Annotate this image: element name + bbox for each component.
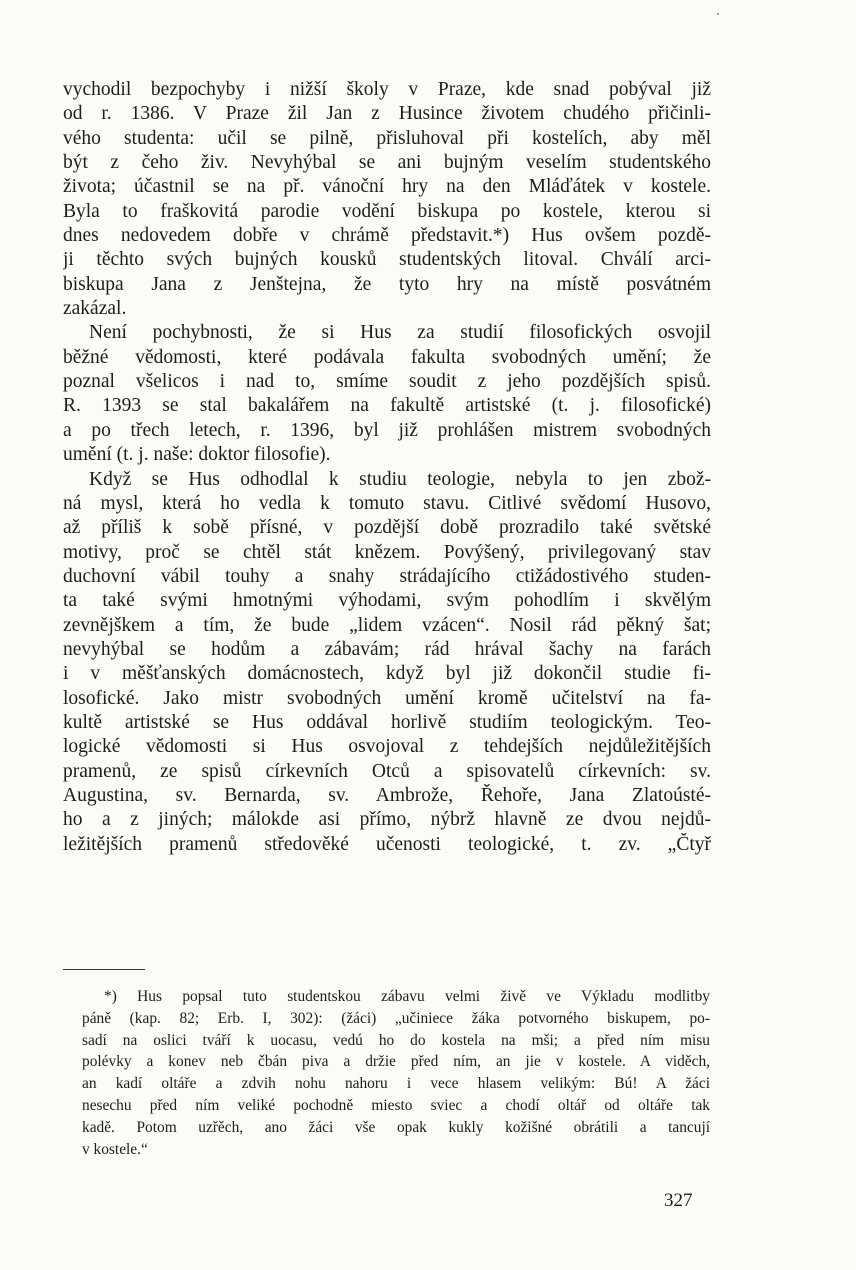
text-line: i v měšťanských domácnostech, když byl již dokončil studie fi- [63, 663, 711, 685]
text-line: vého studenta: učil se pilně, přisluhoval při kostelích, aby měl [63, 127, 711, 149]
text-line: vychodil bezpochyby i nižší školy v Praze, kde snad pobýval již [63, 79, 711, 100]
text-line: běžné vědomosti, které podávala fakulta svobodných umění; že [63, 346, 711, 368]
footnote-line: kadě. Potom uzřěch, ano žáci vše opak kukly kožišné obrátili a tancují [82, 1118, 710, 1136]
text-line: Augustina, sv. Bernarda, sv. Ambrože, Řehoře, Jana Zlatoústé- [63, 784, 711, 806]
text-line: ho a z jiných; málokde asi přímo, nýbrž hlavně ze dvou nejdů- [63, 809, 711, 831]
text-line: od r. 1386. V Praze žil Jan z Husince životem chudého přičinli- [63, 103, 711, 125]
text-line: biskupa Jana z Jenštejna, že tyto hry na místě posvátném [63, 273, 711, 295]
text-line: Když se Hus odhodlal k studiu teologie, nebyla to jen zbož- [89, 468, 711, 490]
text-line: ji těchto svých bujných kousků studentských litoval. Chválí arci- [63, 249, 711, 271]
text-line: kultě artistské se Hus oddával horlivě studiím teologickým. Teo- [63, 711, 711, 733]
text-line: života; účastnil se na př. vánoční hry na den Mláďátek v kostele. [63, 176, 711, 198]
footnote-rule [63, 969, 145, 970]
text-line: a po třech letech, r. 1396, byl již prohlášen mistrem svobodných [63, 419, 711, 441]
text-line: být z čeho živ. Nevyhýbal se ani bujným veselím studentského [63, 152, 711, 174]
footnote-line: an kadí oltáře a zdvih nohu nahoru i vece hlasem velikým: Bú! A žáci [82, 1075, 710, 1093]
footnote-line: polévky a konev neb čbán piva a držie před ním, an jie v kostele. A viděch, [82, 1053, 710, 1071]
text-line: ta také svými hmotnými výhodami, svým pohodlím i skvělým [63, 590, 711, 612]
text-line: pramenů, ze spisů církevních Otců a spisovatelů církevních: sv. [63, 760, 711, 782]
text-line: Není pochybnosti, že si Hus za studií filosofických osvojil [89, 322, 711, 344]
text-line: losofické. Jako mistr svobodných umění kromě učitelství na fa- [63, 687, 711, 709]
text-line: zakázal. [63, 298, 127, 320]
footnote-line: sadí na oslici tváří k uocasu, vedú ho do kostela na mši; a před ním misu [82, 1031, 710, 1049]
footnote [82, 986, 710, 1160]
text-line: nevyhýbal se hodům a zábavám; rád hrával šachy na farách [63, 638, 711, 660]
text-line: R. 1393 se stal bakalářem na fakultě artistské (t. j. filosofické) [63, 395, 711, 417]
text-line: až příliš k sobě přísné, v pozdější době prozradilo také světské [63, 517, 711, 539]
text-line: ležitějších pramenů středověké učenosti teologické, t. zv. „Čtyř [63, 833, 711, 855]
text-line: logické vědomosti si Hus osvojoval z tehdejších nejdůležitějších [63, 736, 711, 758]
main-text [63, 78, 711, 857]
footnote-line: *) Hus popsal tuto studentskou zábavu velmi živě ve Výkladu modlitby [104, 988, 710, 1005]
text-line: ná mysl, která ho vedla k tomuto stavu. Citlivé svědomí Husovo, [63, 492, 711, 514]
footnote-line: nesechu před ním veliké pochodně miesto sviec a chodí oltář od oltáře tak [82, 1096, 710, 1114]
footnote-line: páně (kap. 82; Erb. I, 302): (žáci) „učiniece žáka potvorného biskupem, po- [82, 1009, 710, 1027]
text-line: duchovní vábil touhy a snahy strádajícího ctižádostivého studen- [63, 565, 711, 587]
text-line: Byla to fraškovitá parodie vodění biskupa po kostele, kterou si [63, 200, 711, 222]
text-line: dnes nedovedem dobře v chrámě představit.*) Hus ovšem pozdě- [63, 225, 711, 247]
page-number: 327 [664, 1190, 693, 1211]
text-line: poznal všelicos i nad to, smíme soudit z jeho pozdějších spisů. [63, 371, 711, 393]
text-line: zevnějškem a tím, že bude „lidem vzácen“. Nosil rád pěkný šat; [63, 614, 711, 636]
text-line: umění (t. j. naše: doktor filosofie). [63, 444, 331, 466]
paper-speck [717, 13, 719, 15]
text-line: motivy, proč se chtěl stát knězem. Povýšený, privilegovaný stav [63, 541, 711, 563]
footnote-line: v kostele.“ [82, 1140, 148, 1158]
